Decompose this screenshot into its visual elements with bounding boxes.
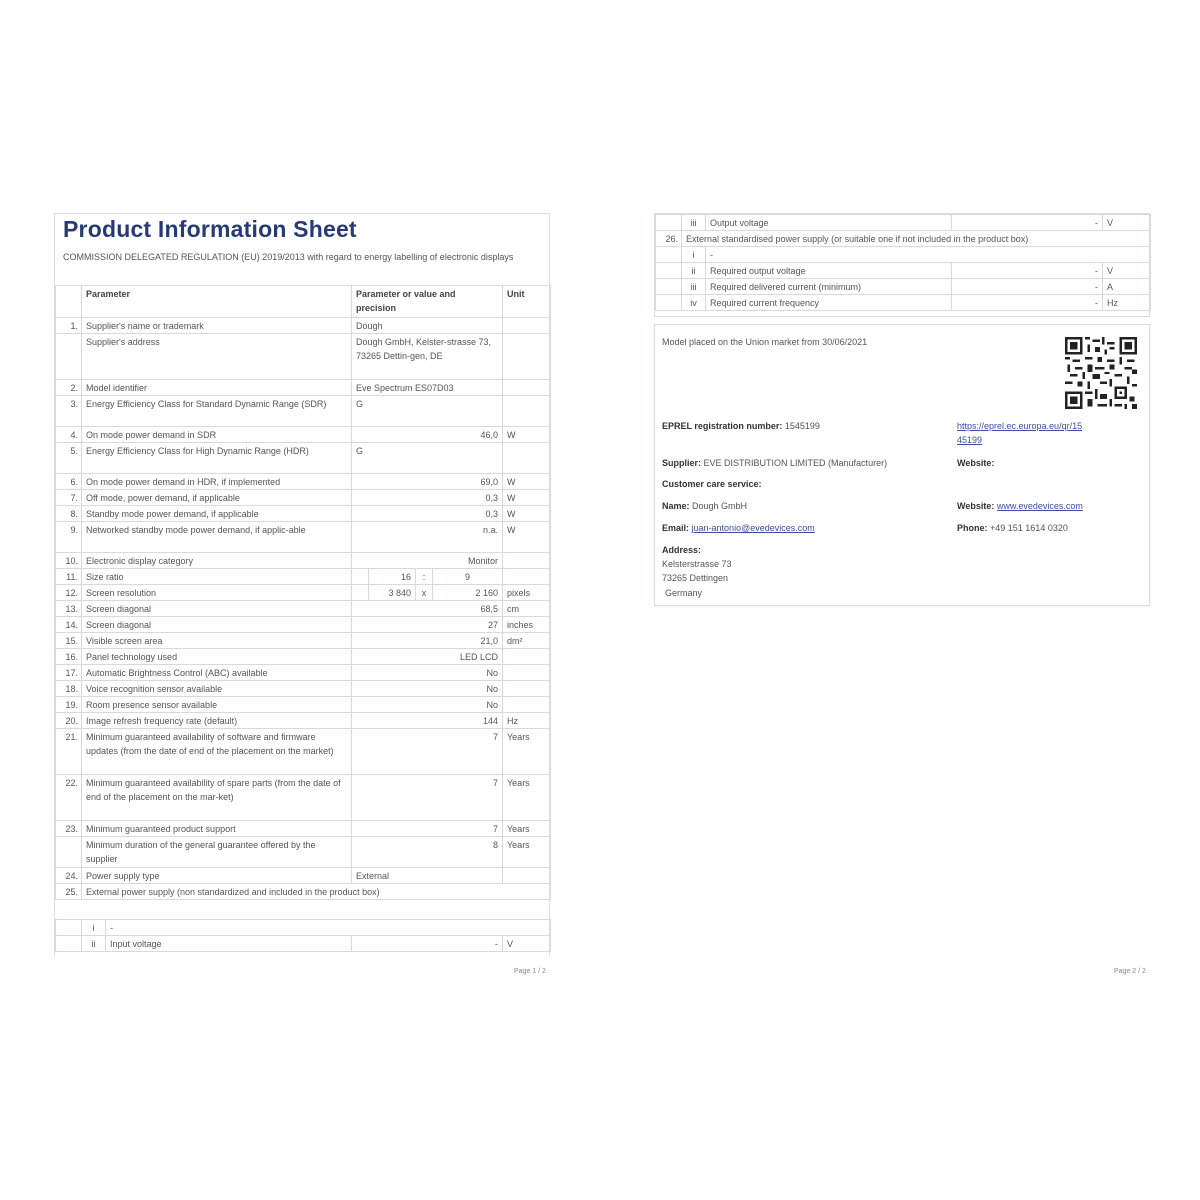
row-spacer	[352, 585, 369, 601]
table-row	[56, 396, 551, 427]
eprel-label: EPREL registration number:	[662, 421, 783, 431]
table-row	[56, 601, 551, 617]
row-number: 3.	[56, 396, 82, 427]
row-number: 4.	[56, 427, 82, 443]
row-parameter: -	[106, 920, 551, 936]
row-unit: V	[503, 936, 551, 952]
row-unit: Years	[503, 837, 551, 868]
row-parameter: Energy Efficiency Class for Standard Dynamic Range (SDR)	[82, 396, 352, 427]
row-unit: W	[503, 522, 551, 553]
email-link[interactable]: juan-antonio@evedevices.com	[691, 523, 815, 533]
table-row	[56, 380, 551, 396]
row-parameter: External standardised power supply (or suitable one if not included in the product box)	[682, 231, 1151, 247]
row-unit: W	[503, 506, 551, 522]
row-value: 69,0	[352, 474, 503, 490]
row-parameter: Panel technology used	[82, 649, 352, 665]
table-row	[56, 334, 551, 380]
table-row	[56, 837, 551, 868]
row-number: 6.	[56, 474, 82, 490]
table-row	[56, 569, 551, 585]
table-header-row	[56, 286, 551, 318]
model-placed-text: Model placed on the Union market from 30/06/2021	[662, 337, 868, 347]
row-number: 14.	[56, 617, 82, 633]
website-line	[957, 499, 1083, 513]
table-row	[56, 585, 551, 601]
row-unit: cm	[503, 601, 551, 617]
row-parameter: Minimum duration of the general guarantee offered by the supplier	[82, 837, 352, 868]
row-unit	[503, 649, 551, 665]
table-row	[656, 263, 1151, 279]
row-unit	[503, 396, 551, 427]
row-parameter: Minimum guaranteed product support	[82, 821, 352, 837]
website-label-2: Website:	[957, 501, 995, 511]
table-row	[56, 868, 551, 884]
row-value: -	[352, 936, 503, 952]
row-value: 21,0	[352, 633, 503, 649]
row-parameter: Electronic display category	[82, 553, 352, 569]
row-unit: A	[1103, 279, 1151, 295]
row-value: -	[952, 279, 1103, 295]
row-value: -	[952, 263, 1103, 279]
row-number: 12.	[56, 585, 82, 601]
row-parameter: Power supply type	[82, 868, 352, 884]
row-value: -	[952, 215, 1103, 231]
table-row	[656, 215, 1151, 231]
row-unit	[503, 318, 551, 334]
row-value-b: 2 160	[433, 585, 503, 601]
row-value: 7	[352, 821, 503, 837]
row-parameter: Visible screen area	[82, 633, 352, 649]
page-title: Product Information Sheet	[63, 216, 357, 242]
row-value: -	[952, 295, 1103, 311]
address-line-3: Germany	[665, 588, 703, 598]
row-number: 11.	[56, 569, 82, 585]
row-parameter: Required output voltage	[706, 263, 952, 279]
email-line	[662, 521, 815, 535]
row-unit: Years	[503, 729, 551, 775]
row-number	[656, 263, 682, 279]
table-row	[56, 665, 551, 681]
table-row	[56, 633, 551, 649]
row-unit: W	[503, 474, 551, 490]
row-value: 7	[352, 729, 503, 775]
parameter-table-continued	[655, 214, 1151, 311]
row-parameter: On mode power demand in HDR, if implemented	[82, 474, 352, 490]
row-parameter: Minimum guaranteed availability of spare parts (from the date of end of the placement on the mar-ket)	[82, 775, 352, 821]
name-label: Name:	[662, 501, 690, 511]
row-subnumber: i	[682, 247, 706, 263]
row-unit	[503, 443, 551, 474]
row-unit: Hz	[1103, 295, 1151, 311]
row-number: 23.	[56, 821, 82, 837]
eprel-link[interactable]	[957, 419, 1082, 447]
row-unit	[503, 569, 551, 585]
table-row	[56, 443, 551, 474]
row-number	[56, 837, 82, 868]
row-number: 16.	[56, 649, 82, 665]
row-parameter: Required current frequency	[706, 295, 952, 311]
row-value: n.a.	[352, 522, 503, 553]
table-row	[56, 697, 551, 713]
row-unit	[503, 334, 551, 380]
row-unit	[503, 665, 551, 681]
row-parameter: Screen resolution	[82, 585, 352, 601]
table-row	[656, 231, 1151, 247]
row-number	[56, 334, 82, 380]
row-subnumber: ii	[82, 936, 106, 952]
row-parameter: -	[706, 247, 1151, 263]
row-number: 1.	[56, 318, 82, 334]
eprel-registration	[662, 419, 820, 433]
supplier-line	[662, 456, 887, 470]
row-value: 0,3	[352, 490, 503, 506]
row-number	[656, 279, 682, 295]
row-unit	[503, 868, 551, 884]
row-value-b: 9	[433, 569, 503, 585]
row-value: Dough GmbH, Kelster-strasse 73, 73265 Dettin-gen, DE	[352, 334, 503, 380]
row-value: 27	[352, 617, 503, 633]
row-value: External	[352, 868, 503, 884]
row-parameter: Voice recognition sensor available	[82, 681, 352, 697]
row-unit: Hz	[503, 713, 551, 729]
row-unit	[503, 380, 551, 396]
row-parameter: Supplier's name or trademark	[82, 318, 352, 334]
row-parameter: Model identifier	[82, 380, 352, 396]
row-value: No	[352, 665, 503, 681]
row-value: 7	[352, 775, 503, 821]
row-parameter: Off mode, power demand, if applicable	[82, 490, 352, 506]
row-value: Monitor	[352, 553, 503, 569]
row-unit	[503, 697, 551, 713]
row-number	[656, 215, 682, 231]
table-row	[656, 279, 1151, 295]
page-footer: Page 2 / 2	[1114, 968, 1146, 975]
phone-line	[957, 521, 1068, 535]
table-row	[56, 553, 551, 569]
row-unit: W	[503, 490, 551, 506]
row-parameter: Screen diagonal	[82, 601, 352, 617]
row-value: LED LCD	[352, 649, 503, 665]
row-number	[656, 247, 682, 263]
row-parameter: On mode power demand in SDR	[82, 427, 352, 443]
table-row	[56, 821, 551, 837]
row-subnumber: ii	[682, 263, 706, 279]
table-row	[656, 295, 1151, 311]
row-number: 2.	[56, 380, 82, 396]
row-unit	[503, 553, 551, 569]
row-number	[56, 936, 82, 952]
row-parameter: Output voltage	[706, 215, 952, 231]
row-number: 21.	[56, 729, 82, 775]
table-row	[56, 490, 551, 506]
name-line	[662, 499, 747, 513]
row-parameter: Minimum guaranteed availability of software and firmware updates (from the date of end of the placement on the market)	[82, 729, 352, 775]
row-number: 10.	[56, 553, 82, 569]
row-value: 8	[352, 837, 503, 868]
row-unit	[503, 681, 551, 697]
customer-care-heading: Customer care service:	[662, 479, 762, 489]
row-parameter: Screen diagonal	[82, 617, 352, 633]
name-value: Dough GmbH	[692, 501, 748, 511]
row-number: 17.	[56, 665, 82, 681]
row-parameter: Supplier's address	[82, 334, 352, 380]
table-row	[656, 247, 1151, 263]
row-value: 0,3	[352, 506, 503, 522]
row-unit: pixels	[503, 585, 551, 601]
row-spacer	[352, 569, 369, 585]
row-value: G	[352, 396, 503, 427]
table-row	[56, 427, 551, 443]
row-value: 46,0	[352, 427, 503, 443]
row-number: 9.	[56, 522, 82, 553]
row-unit: W	[503, 427, 551, 443]
row-value-separator: :	[416, 569, 433, 585]
row-number: 22.	[56, 775, 82, 821]
eprel-link-line-1[interactable]: https://eprel.ec.europa.eu/qr/15	[957, 421, 1083, 431]
row-value-a: 3 840	[369, 585, 416, 601]
row-unit: V	[1103, 263, 1151, 279]
row-value: Dough	[352, 318, 503, 334]
qr-code-icon	[1065, 337, 1137, 409]
row-number: 18.	[56, 681, 82, 697]
row-parameter: Standby mode power demand, if applicable	[82, 506, 352, 522]
table-row	[56, 775, 551, 821]
table-row	[56, 884, 551, 900]
address-line-1: Kelsterstrasse 73	[662, 559, 732, 569]
row-value: No	[352, 681, 503, 697]
row-number: 24.	[56, 868, 82, 884]
row-number: 8.	[56, 506, 82, 522]
row-number: 13.	[56, 601, 82, 617]
table-row	[56, 936, 551, 952]
row-parameter: Energy Efficiency Class for High Dynamic Range (HDR)	[82, 443, 352, 474]
table-row	[56, 920, 551, 936]
website-link[interactable]: www.evedevices.com	[996, 501, 1083, 511]
row-parameter: Input voltage	[106, 936, 352, 952]
table-row	[56, 318, 551, 334]
supplier-value: EVE DISTRIBUTION LIMITED (Manufacturer)	[703, 458, 888, 468]
address-line-2: 73265 Dettingen	[662, 573, 729, 583]
table-row	[56, 681, 551, 697]
row-number: 26.	[656, 231, 682, 247]
header-value: Parameter or value and precision	[352, 286, 503, 318]
row-parameter: Networked standby mode power demand, if applic-able	[82, 522, 352, 553]
row-subnumber: iii	[682, 215, 706, 231]
row-unit: dm²	[503, 633, 551, 649]
page-2-table	[654, 213, 1150, 317]
row-parameter: Room presence sensor available	[82, 697, 352, 713]
row-parameter: Required delivered current (minimum)	[706, 279, 952, 295]
website-label: Website:	[957, 458, 995, 468]
row-unit: inches	[503, 617, 551, 633]
page-1	[54, 213, 550, 956]
row-subnumber: iii	[682, 279, 706, 295]
row-value: No	[352, 697, 503, 713]
header-unit: Unit	[503, 286, 551, 318]
page-footer: Page 1 / 2	[514, 968, 546, 975]
eprel-info-box	[654, 324, 1150, 606]
row-value: 68,5	[352, 601, 503, 617]
table-row	[56, 522, 551, 553]
row-number: 5.	[56, 443, 82, 474]
row-number: 20.	[56, 713, 82, 729]
table-row	[56, 649, 551, 665]
eprel-value: 1545199	[784, 421, 820, 431]
row-value-separator: x	[416, 585, 433, 601]
row-value: Eve Spectrum ES07D03	[352, 380, 503, 396]
row-subnumber: iv	[682, 295, 706, 311]
regulation-subtitle: COMMISSION DELEGATED REGULATION (EU) 2019/2013 with regard to energy labelling of electronic displays	[63, 252, 514, 262]
row-parameter: Size ratio	[82, 569, 352, 585]
row-number: 19.	[56, 697, 82, 713]
row-number	[656, 295, 682, 311]
row-number: 25.	[56, 884, 82, 900]
row-subnumber: i	[82, 920, 106, 936]
row-parameter: Image refresh frequency rate (default)	[82, 713, 352, 729]
address-label: Address:	[662, 545, 702, 555]
table-row	[56, 506, 551, 522]
header-num-cell	[56, 286, 82, 318]
email-label: Email:	[662, 523, 690, 533]
row-number: 15.	[56, 633, 82, 649]
row-number	[56, 920, 82, 936]
table-row	[56, 713, 551, 729]
row-value: 144	[352, 713, 503, 729]
parameter-table	[55, 285, 551, 900]
eprel-link-line-2[interactable]: 45199	[957, 435, 983, 445]
table-row	[56, 729, 551, 775]
row-value: G	[352, 443, 503, 474]
supplier-label: Supplier:	[662, 458, 702, 468]
row-value-a: 16	[369, 569, 416, 585]
row-unit: Years	[503, 821, 551, 837]
row-unit: Years	[503, 775, 551, 821]
phone-value: +49 151 1614 0320	[990, 523, 1068, 533]
row-parameter: Automatic Brightness Control (ABC) available	[82, 665, 352, 681]
row-parameter: External power supply (non standardized and included in the product box)	[82, 884, 551, 900]
table-row	[56, 617, 551, 633]
sub-parameter-table	[55, 919, 551, 952]
phone-label: Phone:	[957, 523, 988, 533]
header-parameter: Parameter	[82, 286, 352, 318]
row-unit: V	[1103, 215, 1151, 231]
table-row	[56, 474, 551, 490]
row-number: 7.	[56, 490, 82, 506]
